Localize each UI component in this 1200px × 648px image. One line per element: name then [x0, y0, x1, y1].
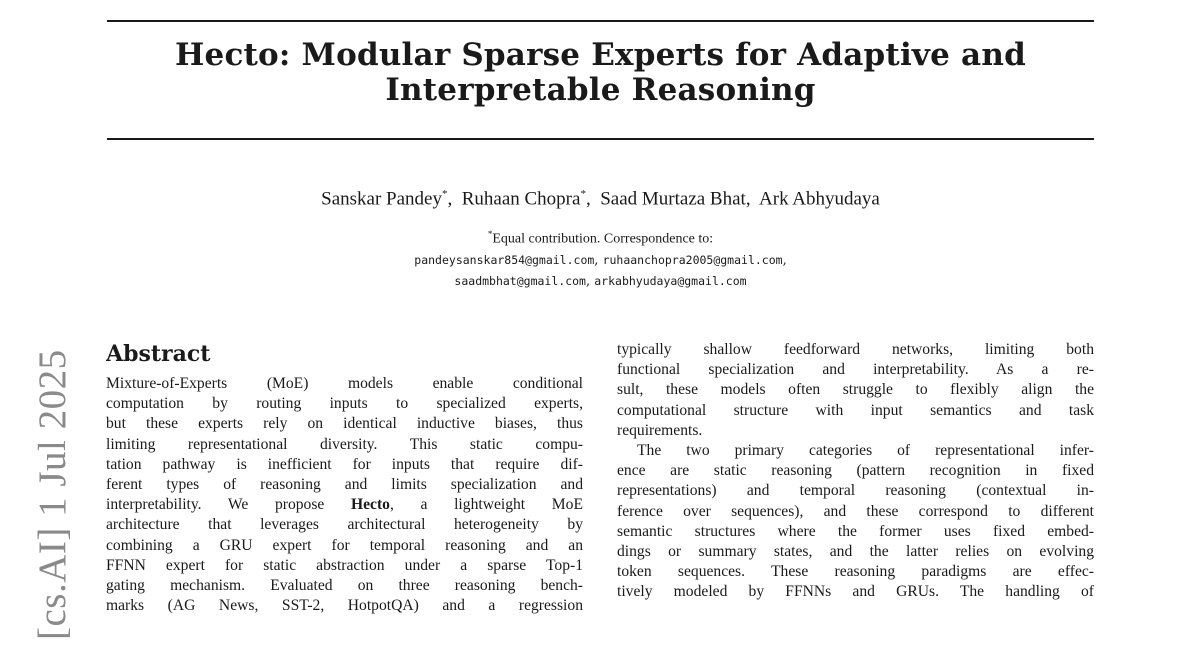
author-name: Ark Abhyudaya [759, 188, 880, 210]
intro-line: The two primary categories of representational infer- [637, 442, 1094, 460]
arxiv-side-stamp: [cs.AI] 1 Jul 2025 [31, 349, 74, 640]
model-name-bold: Hecto [351, 496, 390, 514]
abstract-line: combining a GRU expert for temporal reasoning and an [106, 536, 583, 554]
contribution-mark: * [487, 229, 493, 239]
abstract-line: marks (AG News, SST-2, HotpotQA) and a regression [106, 597, 583, 615]
author-mark: * [580, 188, 586, 200]
intro-line: computational structure with input semantics and task [617, 401, 1094, 419]
abstract-text: , a lightweight MoE [389, 496, 583, 514]
abstract-column [106, 340, 583, 616]
paper-title-line-1: Hecto: Modular Sparse Experts for Adaptive and [175, 37, 1026, 73]
abstract-line: FFNN expert for static abstraction under a sparse Top-1 [106, 556, 583, 574]
title-rule-top [107, 20, 1094, 22]
intro-line: token sequences. These reasoning paradigms are effec- [617, 563, 1094, 581]
author-name: Sanskar Pandey [321, 188, 442, 210]
abstract-line: Mixture-of-Experts (MoE) models enable conditional [106, 375, 583, 392]
intro-line: tively modeled by FFNNs and GRUs. The handling of [617, 583, 1094, 601]
intro-column [617, 340, 1094, 603]
author-mark: * [441, 188, 448, 200]
intro-line: representations) and temporal reasoning (contextual in- [617, 482, 1094, 500]
intro-line: requirements. [617, 421, 703, 439]
intro-line: semantic structures where the former uses fixed embed- [617, 522, 1094, 540]
abstract-line: architecture that leverages architectural heterogeneity by [106, 516, 583, 534]
author-name: Saad Murtaza Bhat [600, 188, 746, 210]
intro-line: ference over sequences), and these correspond to different [617, 502, 1094, 520]
email-link[interactable]: arkabhyudaya@gmail.com [594, 273, 747, 288]
intro-line: functional specialization and interpretability. As a re- [617, 361, 1094, 379]
paper-title-line-2: Interpretable Reasoning [385, 72, 816, 108]
abstract-line: but these experts rely on identical inductive biases, thus [106, 415, 583, 433]
intro-line: dings or summary states, and the latter relies on evolving [617, 543, 1094, 561]
abstract-line [106, 495, 583, 515]
abstract-line: ferent types of reasoning and limits specialization and [106, 476, 583, 494]
paper-title [107, 38, 1094, 108]
title-rule-bottom [107, 138, 1094, 140]
intro-line: sult, these models often struggle to flexibly align the [617, 381, 1094, 399]
correspondence-block: *Equal contribution. Correspondence to: pandeysanskar854@gmail.com, ruhaanchopra2005@gmail.com, saadmbhat@gmail.com, arkabhyudaya@gmail.com [414, 229, 787, 289]
email-link[interactable]: pandeysanskar854@gmail.com [414, 252, 595, 267]
author-list: Sanskar Pandey*, Ruhaan Chopra*, Saad Murtaza Bhat, Ark Abhyudaya [321, 188, 880, 210]
intro-line: ence are static reasoning (pattern recognition in fixed [617, 462, 1094, 480]
contribution-note: Equal contribution. Correspondence to: [492, 231, 714, 247]
email-link[interactable]: ruhaanchopra2005@gmail.com [602, 252, 783, 267]
abstract-line: limiting representational diversity. This static compu- [106, 435, 583, 453]
email-link[interactable]: saadmbhat@gmail.com [454, 273, 586, 288]
abstract-line: gating mechanism. Evaluated on three reasoning bench- [106, 577, 583, 595]
author-name: Ruhaan Chopra [461, 188, 581, 210]
abstract-line: computation by routing inputs to specialized experts, [106, 395, 583, 413]
abstract-line: tation pathway is inefficient for inputs that require dif- [106, 455, 583, 473]
intro-line: typically shallow feedforward networks, limiting both [617, 341, 1094, 358]
abstract-text: interpretability. We propose [106, 496, 351, 514]
abstract-heading: Abstract [106, 341, 211, 367]
